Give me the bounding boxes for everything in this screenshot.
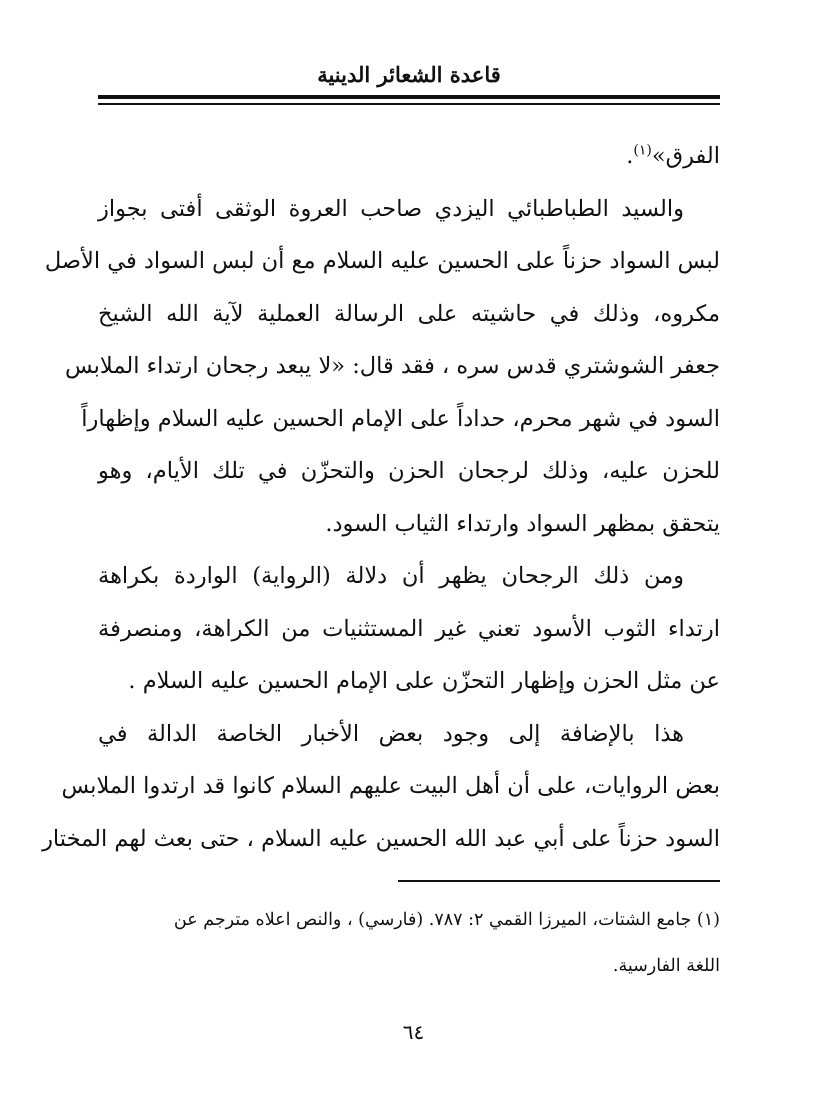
header-rule-thin [98, 103, 720, 105]
paragraph-1-line-5: السود في شهر محرم، حداداً على الإمام الحسين عليه السلام وإظهاراً [81, 405, 720, 432]
paragraph-1-line-6: للحزن عليه، وذلك لرجحان الحزن والتحزّن في تلك الأيام، وهو [98, 458, 720, 484]
paragraph-1-line-4: جعفر الشوشتري قدس سره ، فقد قال: «لا يبعد رجحان ارتداء الملابس [64, 353, 720, 379]
paragraph-3-line-3: السود حزناً على أبي عبد الله الحسين عليه السلام ، حتى بعث لهم المختار [42, 825, 720, 852]
running-header-title: قاعدة الشعائر الدينية [317, 62, 501, 87]
paragraph-2-line-3: عن مثل الحزن وإظهار التحزّن على الإمام الحسين عليه السلام . [128, 668, 720, 694]
page-number: ٦٤ [402, 1020, 425, 1044]
footnote-reference[interactable]: (١) [633, 142, 652, 159]
opening-text: الفرق» [651, 143, 720, 169]
paragraph-1-line-3: مكروه، وذلك في حاشيته على الرسالة العملية لآية الله الشيخ [98, 300, 720, 327]
footnote-line-2: اللغة الفارسية. [612, 956, 720, 976]
paragraph-2-line-1: ومن ذلك الرجحان يظهر أن دلالة (الرواية) الواردة بكراهة [98, 563, 684, 589]
paragraph-1-line-2: لبس السواد حزناً على الحسين عليه السلام مع أن لبس السواد في الأصل [44, 248, 720, 274]
footnote-line-1: (١) جامع الشتات، الميرزا القمي ٢: ٧٨٧. (فارسي) ، والنص اعلاه مترجم عن [173, 910, 720, 930]
footnote [98, 897, 720, 989]
paragraph-3-line-1: هذا بالإضافة إلى وجود بعض الأخبار الخاصة الدالة في [98, 720, 684, 747]
footnote-separator [398, 880, 720, 882]
header-rule-thick [98, 95, 720, 99]
paragraph-1-line-1: والسيد الطباطبائي اليزدي صاحب العروة الوثقى أفتى بجواز [98, 195, 684, 222]
opening-line [98, 130, 720, 183]
paragraph-3-line-2: بعض الروايات، على أن أهل البيت عليهم السلام كانوا قد ارتدوا الملابس [61, 773, 720, 799]
opening-end: . [626, 143, 634, 169]
paragraph-1-line-7: يتحقق بمظهر السواد وارتداء الثياب السود. [325, 510, 720, 537]
main-text [42, 130, 720, 865]
paragraph-2-line-2: ارتداء الثوب الأسود تعني غير المستثنيات من الكراهة، ومنصرفة [98, 615, 720, 642]
